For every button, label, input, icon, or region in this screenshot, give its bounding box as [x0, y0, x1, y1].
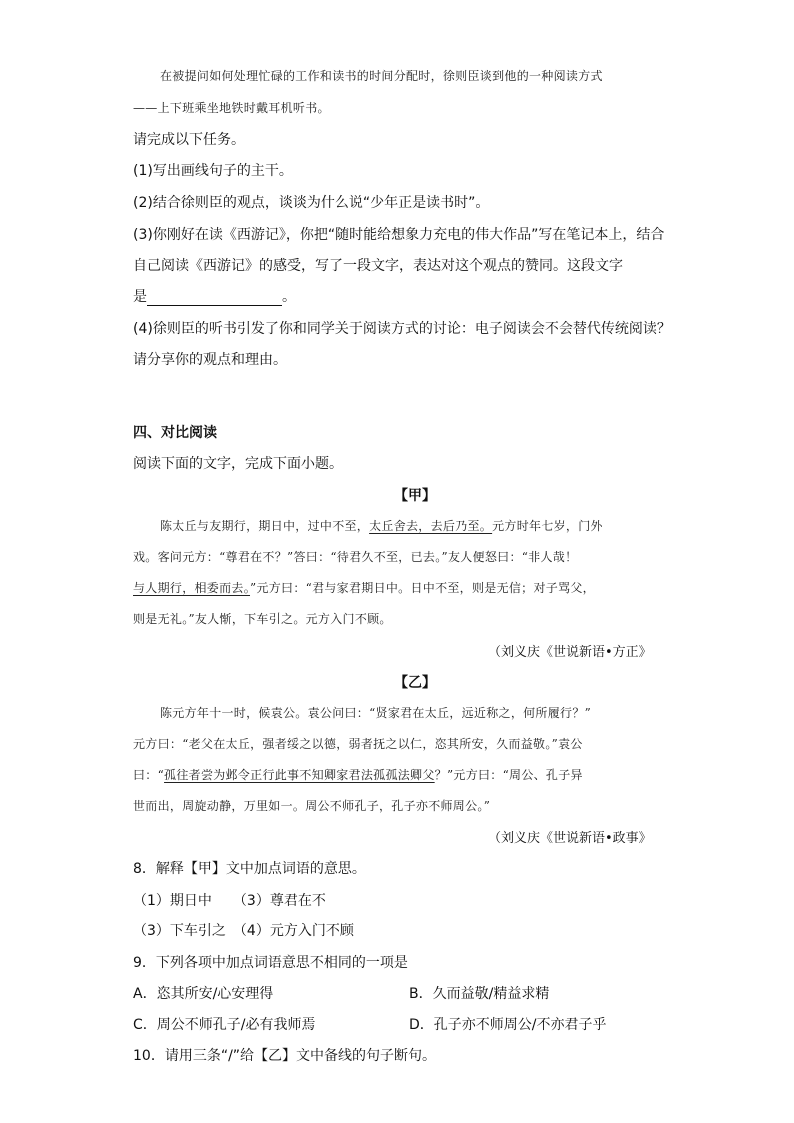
jia-line-3: [133, 579, 595, 596]
jia-source: （刘义庆《世说新语•方正》: [488, 645, 652, 660]
question-8-items-2: （3）下车引之 （4）元方入门不顾: [133, 923, 354, 939]
jia-line-4: 则是无礼。”友人惭，下车引之。元方入门不顾。: [133, 612, 392, 626]
jia-line-1: [160, 517, 603, 534]
passage-line-2: ——上下班乘坐地铁时戴耳机听书。: [133, 101, 330, 115]
question-8: 8．解释【甲】文中加点词语的意思。: [133, 861, 366, 877]
question-9-option-c: C．周公不师孔子/必有我师焉: [133, 1017, 316, 1033]
yi-underlined: 孤往者尝为邺令正行此事不知卿家君法孤孤法卿父: [164, 768, 435, 782]
yi-text: ？”元方曰：“周公、孔子异: [434, 768, 583, 782]
question-9-option-a: A．恣其所安/心安理得: [133, 986, 274, 1002]
answer-blank[interactable]: [147, 291, 282, 306]
task-3-prefix: 是: [133, 289, 147, 305]
question-8-items-1: （1）期日中 （3）尊君在不: [133, 893, 326, 909]
jia-underlined: 与人期行，相委而去。: [133, 581, 251, 595]
section-heading: 四、对比阅读: [133, 425, 217, 441]
section-intro: 阅读下面的文字，完成下面小题。: [133, 456, 343, 472]
yi-line-2: 元方曰：“老父在太丘，强者绥之以德，弱者抚之以仁，恣其所安，久而益敬。”袁公: [133, 737, 583, 751]
yi-line-4: 世而出，周旋动静，万里如一。周公不师孔子，孔子亦不师周公。”: [133, 799, 491, 813]
jia-text: 元方时年七岁，门外: [492, 519, 603, 533]
yi-source: （刘义庆《世说新语•政事》: [488, 831, 652, 846]
task-2: (2)结合徐则臣的观点，谈谈为什么说“少年正是读书时”。: [133, 195, 490, 211]
task-3-suffix: 。: [282, 289, 296, 305]
jia-text: ”元方曰：“君与家君期日中。日中不至，则是无信；对子骂父，: [250, 581, 595, 595]
yi-line-1: 陈元方年十一时，候袁公。袁公问曰：“贤家君在太丘，远近称之，何所履行？”: [160, 706, 592, 720]
yi-line-3: [133, 766, 583, 783]
task-4-line-1: (4)徐则臣的听书引发了你和同学关于阅读方式的讨论：电子阅读会不会替代传统阅读？: [133, 321, 671, 337]
passage-line-1: 在被提问如何处理忙碌的工作和读书的时间分配时，徐则臣谈到他的一种阅读方式: [160, 69, 603, 83]
task-1: (1)写出画线句子的主干。: [133, 163, 293, 179]
yi-title: 【乙】: [394, 675, 436, 691]
task-3-line-3: [133, 286, 296, 306]
task-3-line-1: (3)你刚好在读《西游记》，你把“随时能给想象力充电的伟大作品”写在笔记本上，结合: [133, 227, 665, 243]
task-4-line-2: 请分享你的观点和理由。: [133, 352, 287, 368]
jia-text: 陈太丘与友期行，期日中，过中不至，: [160, 519, 370, 533]
jia-underlined: 太丘舍去，去后乃至。: [369, 519, 493, 533]
question-9-option-b: B．久而益敬/精益求精: [409, 986, 550, 1002]
task-intro: 请完成以下任务。: [133, 132, 245, 148]
question-9: 9．下列各项中加点词语意思不相同的一项是: [133, 955, 408, 971]
question-10: 10．请用三条“/”给【乙】文中备线的句子断句。: [133, 1048, 437, 1064]
task-3-line-2: 自己阅读《西游记》的感受，写了一段文字，表达对这个观点的赞同。这段文字: [133, 258, 623, 274]
jia-title: 【甲】: [394, 488, 436, 504]
jia-line-2: 戏。客问元方：“尊君在不？”答曰：“待君久不至，已去。”友人便怒曰：“非人哉！: [133, 550, 578, 564]
question-9-option-d: D．孔子亦不师周公/不亦君子乎: [409, 1017, 607, 1033]
yi-text: 曰：“: [133, 768, 165, 782]
